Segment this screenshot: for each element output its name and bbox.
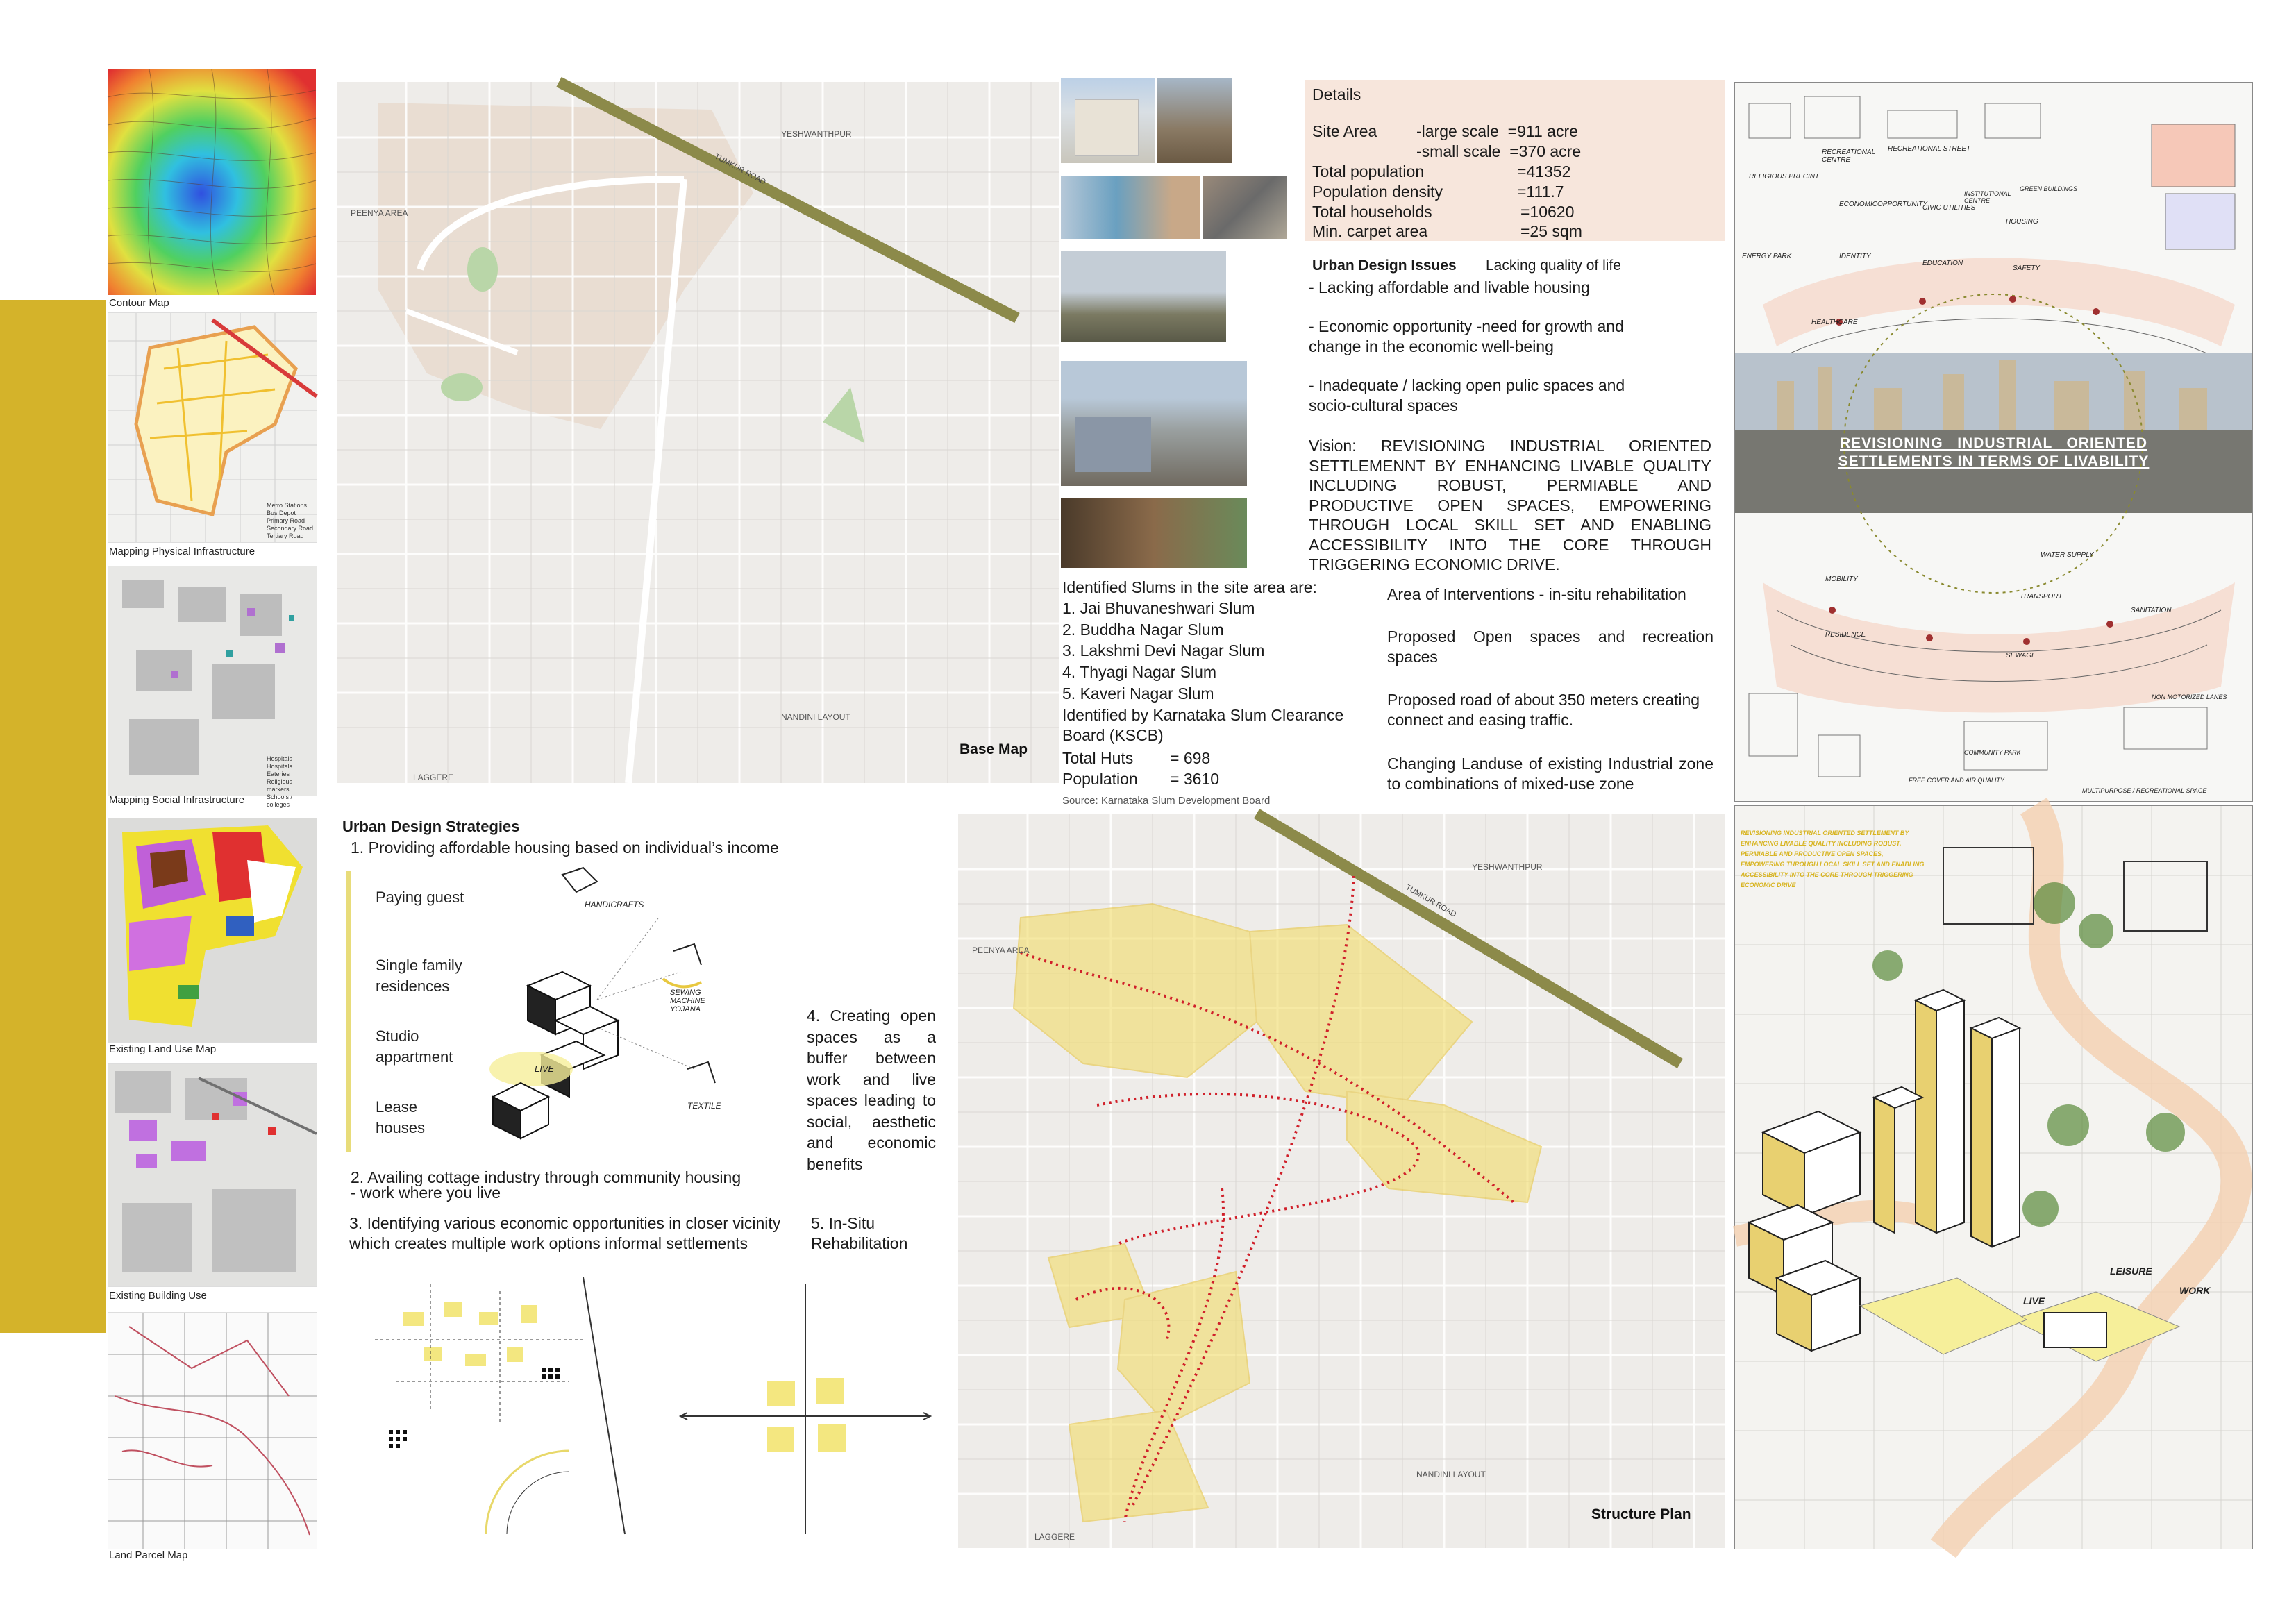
details-row-3-value: =41352 xyxy=(1517,162,1571,180)
poster-label-healthcare: HEALTHCARE xyxy=(1811,319,1858,326)
slums-heading: Identified Slums in the site area are: xyxy=(1062,578,1317,596)
base-map-graphic xyxy=(337,82,1059,783)
strategies-heading: Urban Design Strategies xyxy=(342,818,520,835)
issues-heading: Urban Design Issues xyxy=(1312,258,1457,274)
poster-label-education: EDUCATION xyxy=(1922,260,1963,267)
opportunity-sketch xyxy=(361,1270,673,1548)
details-row-6-value: =25 sqm xyxy=(1520,222,1582,240)
population-value: = 3610 xyxy=(1170,770,1219,788)
livability-banner: REVISIONING INDUSTRIAL ORIENTED SETTLEMENTS IN TERMS OF LIVABILITY xyxy=(1838,435,2150,469)
issue-1: - Lacking affordable and livable housing xyxy=(1309,278,1590,296)
intervention-1: Area of Interventions - in-situ rehabilitation xyxy=(1387,585,1686,603)
base-place-3: NANDINI LAYOUT xyxy=(781,712,850,722)
poster-label-green-buildings: GREEN BUILDINGS xyxy=(2020,185,2078,192)
details-row-5-value: =10620 xyxy=(1520,203,1575,221)
vision-text: Vision: REVISIONING INDUSTRIAL ORIENTED SETTLEMENNT BY ENHANCING LIVABLE QUALITY INCLUDING ROBUST, PERMIABLE AND PRODUCTIVE OPEN SPACES, EMPOWERING THROUGH LOCAL SKILL SET AND ENABLING ACCESSIBILITY INTO THE CORE THROUGH TRIGGERING ECONOMIC DRIVE. xyxy=(1309,437,1711,573)
structure-plan-graphic xyxy=(958,814,1725,1548)
details-heading: Details xyxy=(1312,85,1361,103)
slum-4: 4. Thyagi Nagar Slum xyxy=(1062,663,1217,681)
poster-label-live: LIVE xyxy=(2023,1295,2045,1306)
poster-label-residence: RESIDENCE xyxy=(1825,631,1866,639)
sp-place-5: TUMKUR ROAD xyxy=(1404,883,1458,919)
housing-studio: Studio appartment xyxy=(376,1027,453,1066)
housing-paying-guest: Paying guest xyxy=(376,889,464,906)
contour-map xyxy=(108,69,316,295)
base-map xyxy=(337,82,1059,783)
slums-identified-by: Identified by Karnataka Slum Clearance Board (KSCB) xyxy=(1062,706,1344,744)
issues-subheading: Lacking quality of life xyxy=(1486,258,1621,274)
land-parcel-graphic xyxy=(108,1313,317,1549)
poster-label-religious: RELIGIOUS PRECINT xyxy=(1749,173,1820,180)
mixed-use-poster xyxy=(1734,805,2253,1549)
mixed-use-poster-graphic xyxy=(1735,806,2252,1549)
poster-label-work: WORK xyxy=(2179,1285,2211,1296)
land-use-map xyxy=(108,818,317,1043)
poster-label-economic: ECONOMICOPPORTUNITY xyxy=(1839,201,1928,208)
sp-place-4: LAGGERE xyxy=(1034,1532,1075,1542)
details-row-6-label: Min. carpet area xyxy=(1312,222,1428,240)
poster-label-transport: TRANSPORT xyxy=(2020,593,2063,600)
poster-label-housing: HOUSING xyxy=(2006,218,2038,226)
physical-infrastructure-caption: Mapping Physical Infrastructure xyxy=(109,546,255,557)
poster-label-water: WATER SUPPLY xyxy=(2041,551,2094,559)
social-infrastructure-caption: Mapping Social Infrastructure xyxy=(109,794,245,806)
photo-industrial xyxy=(1061,361,1247,486)
intervention-3: Proposed road of about 350 meters creating connect and easing traffic. xyxy=(1387,691,1700,729)
slum-1: 1. Jai Bhuvaneshwari Slum xyxy=(1062,599,1255,617)
intervention-2: Proposed Open spaces and recreation spaces xyxy=(1387,628,1713,666)
sp-place-1: YESHWANTHPUR xyxy=(1472,862,1543,872)
photo-house xyxy=(1061,176,1200,239)
slums-source: Source: Karnataka Slum Development Board xyxy=(1062,795,1271,807)
poster-label-institutional: INSTITUTIONAL CENTRE xyxy=(1964,190,2011,204)
strategy-2: 2. Availing cottage industry through community housing - work where you live xyxy=(351,1168,741,1202)
huts-value: = 698 xyxy=(1170,749,1211,767)
strategy-1: 1. Providing affordable housing based on individual’s income xyxy=(351,839,779,857)
poster-label-recreational-centre: RECREATIONAL CENTRE xyxy=(1822,149,1875,164)
photo-rail-view xyxy=(1061,251,1226,342)
details-row-2-value: -small scale =370 acre xyxy=(1416,142,1582,160)
poster-label-energy: ENERGY PARK xyxy=(1742,253,1792,260)
population-label: Population xyxy=(1062,770,1138,788)
sketch-label-handicrafts: HANDICRAFTS xyxy=(585,900,644,909)
livability-poster xyxy=(1734,82,2253,802)
accent-bar xyxy=(0,300,106,1333)
sp-place-2: PEENYA AREA xyxy=(972,945,1030,955)
details-row-4-value: =111.7 xyxy=(1517,183,1564,201)
poster-label-nmt: NON MOTORIZED LANES xyxy=(2152,693,2227,700)
details-row-3-label: Total population xyxy=(1312,162,1425,180)
poster-label-safety: SAFETY xyxy=(2013,264,2040,272)
sp-place-3: NANDINI LAYOUT xyxy=(1416,1470,1486,1479)
intervention-4: Changing Landuse of existing Industrial zone to combinations of mixed-use zone xyxy=(1387,755,1713,793)
physical-infrastructure-map xyxy=(108,312,317,543)
contour-map-caption: Contour Map xyxy=(109,297,169,309)
mixed-use-text: REVISIONING INDUSTRIAL ORIENTED SETTLEMENT BY ENHANCING LIVABLE QUALITY INCLUDING ROBUST, PERMIABLE AND PRODUCTIVE OPEN SPACES, EMPOWERING THROUGH LOCAL SKILL SET AND ENABLING ACCESSIBILITY INTO THE CORE THROUGH TRIGGERING ECONOMIC DRIVE xyxy=(1741,830,1925,889)
issue-2: - Economic opportunity -need for growth and change in the economic well-being xyxy=(1309,317,1624,355)
base-place-4: LAGGERE xyxy=(413,773,454,782)
details-row-5-label: Total households xyxy=(1312,203,1432,221)
strategy-5: 5. In-Situ Rehabilitation xyxy=(811,1214,908,1252)
strategy-3: 3. Identifying various economic opportunities in closer vicinity which creates multiple work options informal settlements xyxy=(349,1214,781,1252)
base-place-1: YESHWANTHPUR xyxy=(781,129,852,139)
land-use-caption: Existing Land Use Map xyxy=(109,1043,217,1055)
base-place-2: PEENYA AREA xyxy=(351,208,408,218)
sketch-label-textile: TEXTILE xyxy=(687,1101,721,1111)
poster-label-identity: IDENTITY xyxy=(1839,253,1871,260)
housing-single-family: Single family residences xyxy=(376,957,462,995)
huts-label: Total Huts xyxy=(1062,749,1134,767)
land-parcel-caption: Land Parcel Map xyxy=(109,1549,188,1561)
details-row-4-label: Population density xyxy=(1312,183,1443,201)
strategy-4: 4. Creating open spaces as a buffer between work and live spaces leading to social, aesthetic and economic benefits xyxy=(807,1007,936,1173)
poster-label-multipurpose: MULTIPURPOSE / RECREATIONAL SPACE xyxy=(2082,787,2207,794)
building-use-caption: Existing Building Use xyxy=(109,1290,207,1302)
land-parcel-map xyxy=(108,1312,317,1549)
photo-slum-roofs xyxy=(1203,176,1287,239)
photo-buildings xyxy=(1061,78,1155,163)
details-row-1-label: Site Area xyxy=(1312,122,1377,140)
land-use-graphic xyxy=(108,818,317,1042)
photo-street xyxy=(1157,78,1232,163)
base-map-title: Base Map xyxy=(960,741,1028,757)
sketch-label-sewing: SEWING MACHINE YOJANA xyxy=(670,989,705,1014)
poster-label-recreational-street: RECREATIONAL STREET xyxy=(1888,145,1971,153)
physical-legend: Metro Stations Bus Depot Primary Road Secondary Road Tertiary Road xyxy=(267,502,314,539)
housing-lease: Lease houses xyxy=(376,1098,425,1136)
poster-label-community-park: COMMUNITY PARK xyxy=(1964,749,2021,756)
slum-5: 5. Kaveri Nagar Slum xyxy=(1062,684,1214,703)
housing-type-bar xyxy=(346,871,351,1152)
structure-plan-title: Structure Plan xyxy=(1591,1506,1691,1522)
poster-label-sanitation: SANITATION xyxy=(2131,607,2172,614)
sketch-label-live: LIVE xyxy=(535,1063,555,1074)
poster-label-sewage: SEWAGE xyxy=(2006,652,2036,659)
poster-label-free-cover: FREE COVER AND AIR QUALITY xyxy=(1909,777,2004,784)
poster-label-mobility: MOBILITY xyxy=(1825,575,1858,583)
photo-workers xyxy=(1061,498,1247,568)
rehabilitation-sketch xyxy=(673,1277,937,1541)
poster-label-civic: CIVIC UTILITIES xyxy=(1922,204,1976,212)
slum-3: 3. Lakshmi Devi Nagar Slum xyxy=(1062,641,1265,659)
slum-2: 2. Buddha Nagar Slum xyxy=(1062,621,1224,639)
social-legend: Hospitals Hospitals Eateries Religious markers Schools / colleges xyxy=(267,755,293,808)
base-place-5: TUMKUR ROAD xyxy=(712,152,767,187)
building-use-graphic xyxy=(108,1064,317,1286)
structure-plan xyxy=(958,814,1725,1548)
contour-map-graphic xyxy=(108,69,316,295)
building-use-map xyxy=(108,1063,317,1287)
poster-label-leisure: LEISURE xyxy=(2110,1265,2152,1277)
details-row-1-value: -large scale =911 acre xyxy=(1416,122,1578,140)
issue-3: - Inadequate / lacking open pulic spaces and socio-cultural spaces xyxy=(1309,376,1625,414)
